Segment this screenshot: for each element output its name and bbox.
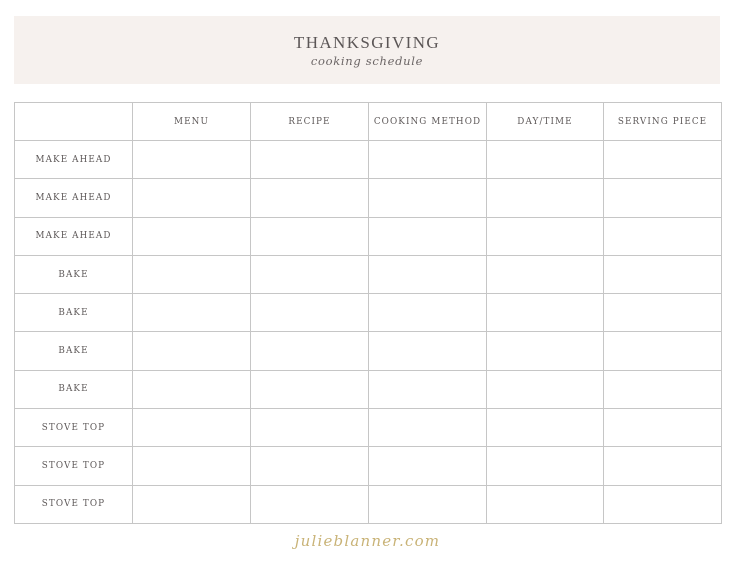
table-cell	[369, 141, 487, 179]
table-cell	[487, 332, 604, 370]
table-cell	[604, 179, 722, 217]
table-cell	[133, 370, 251, 408]
table-cell	[133, 447, 251, 485]
table-cell	[133, 485, 251, 523]
header-band	[14, 16, 720, 84]
table-cell	[487, 485, 604, 523]
table-cell	[487, 294, 604, 332]
table-row	[15, 217, 722, 255]
table-cell	[369, 370, 487, 408]
table-row	[15, 332, 722, 370]
table-cell	[604, 447, 722, 485]
table-cell	[251, 141, 369, 179]
column-header-cooking-method: COOKING METHOD	[369, 103, 487, 141]
column-header-serving-piece: SERVING PIECE	[604, 103, 722, 141]
table-cell	[369, 294, 487, 332]
table-cell	[487, 141, 604, 179]
table-cell	[251, 370, 369, 408]
table-cell	[487, 255, 604, 293]
table-cell	[369, 332, 487, 370]
table-cell	[251, 332, 369, 370]
row-label: MAKE AHEAD	[15, 217, 133, 255]
table-cell	[487, 409, 604, 447]
table-row	[15, 409, 722, 447]
table-cell	[487, 447, 604, 485]
row-label: BAKE	[15, 370, 133, 408]
table-cell	[251, 294, 369, 332]
table-cell	[133, 179, 251, 217]
table-cell	[604, 485, 722, 523]
table-row	[15, 255, 722, 293]
table-cell	[487, 370, 604, 408]
row-label: BAKE	[15, 332, 133, 370]
table-cell	[487, 217, 604, 255]
table-cell	[604, 217, 722, 255]
table-cell	[604, 141, 722, 179]
row-label: MAKE AHEAD	[15, 179, 133, 217]
table-row	[15, 485, 722, 523]
row-label: BAKE	[15, 294, 133, 332]
table-row	[15, 141, 722, 179]
column-header-day-time: DAY/TIME	[487, 103, 604, 141]
column-header-menu: MENU	[133, 103, 251, 141]
table-cell	[369, 179, 487, 217]
table-cell	[369, 447, 487, 485]
table-cell	[133, 141, 251, 179]
table-cell	[251, 179, 369, 217]
row-label: STOVE TOP	[15, 409, 133, 447]
row-label: MAKE AHEAD	[15, 141, 133, 179]
page-subtitle: cooking schedule	[310, 54, 424, 68]
page-title: THANKSGIVING	[293, 33, 441, 52]
table-cell	[133, 409, 251, 447]
table-cell	[251, 485, 369, 523]
table-cell	[369, 485, 487, 523]
column-header-recipe: RECIPE	[251, 103, 369, 141]
table-cell	[369, 217, 487, 255]
table-cell	[487, 179, 604, 217]
table-cell	[604, 370, 722, 408]
table-cell	[604, 255, 722, 293]
table-header-row	[15, 103, 722, 141]
table-cell	[133, 217, 251, 255]
table-cell	[251, 217, 369, 255]
table-cell	[369, 255, 487, 293]
table-row	[15, 370, 722, 408]
column-header-blank	[15, 103, 133, 141]
table-cell	[251, 447, 369, 485]
table-cell	[604, 294, 722, 332]
table-row	[15, 179, 722, 217]
table-row	[15, 294, 722, 332]
table-cell	[369, 409, 487, 447]
table-cell	[251, 409, 369, 447]
table-cell	[133, 332, 251, 370]
table-cell	[133, 255, 251, 293]
table-row	[15, 447, 722, 485]
table-cell	[133, 294, 251, 332]
cooking-schedule-table	[14, 102, 722, 524]
table-cell	[251, 255, 369, 293]
table-cell	[604, 409, 722, 447]
row-label: BAKE	[15, 255, 133, 293]
table-cell	[604, 332, 722, 370]
brand-logo: julieblanner.com	[294, 532, 441, 550]
row-label: STOVE TOP	[15, 447, 133, 485]
row-label: STOVE TOP	[15, 485, 133, 523]
